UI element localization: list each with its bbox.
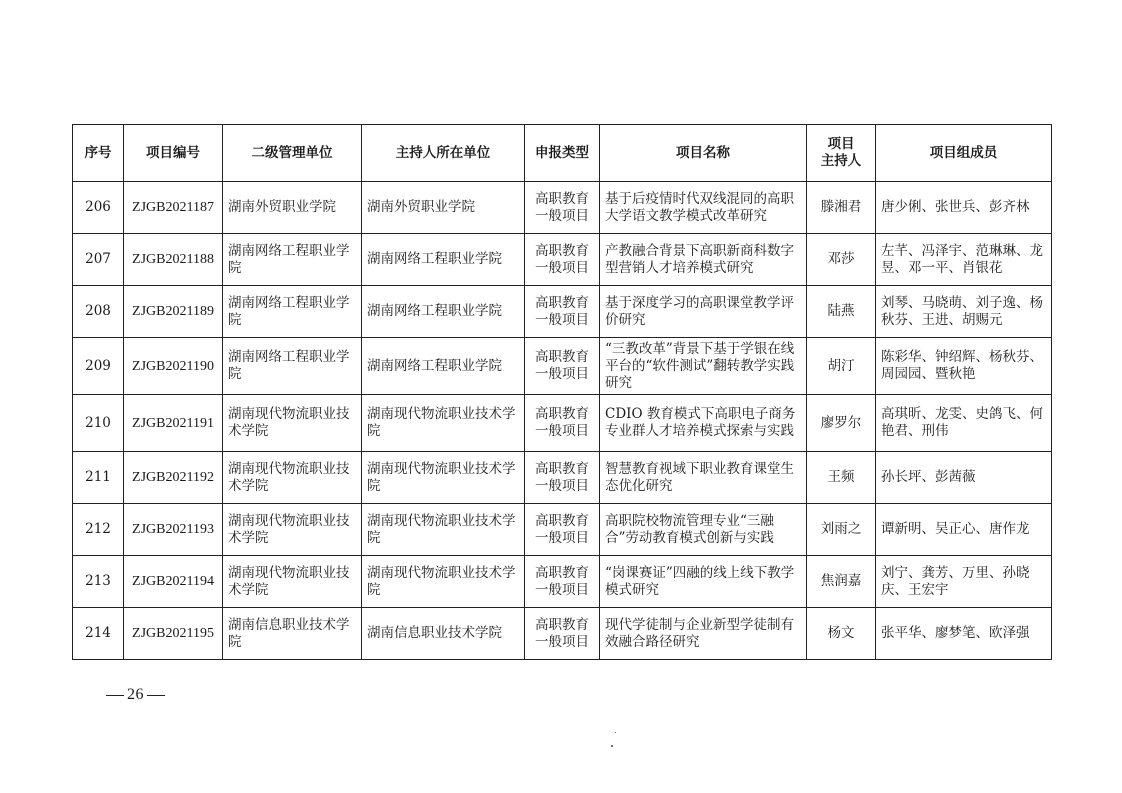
header-type: 申报类型 xyxy=(525,125,600,182)
cell-name: 产教融合背景下高职新商科数字型营销人才培养模式研究 xyxy=(600,234,807,286)
cell-code: ZJGB2021190 xyxy=(124,338,223,395)
cell-leader: 焦润嘉 xyxy=(807,556,876,608)
cell-host-unit: 湖南网络工程职业学院 xyxy=(362,286,525,338)
cell-unit: 湖南现代物流职业技术学院 xyxy=(223,452,362,504)
cell-members: 刘琴、马晓萌、刘子逸、杨秋芬、王进、胡赐元 xyxy=(876,286,1052,338)
cell-leader: 刘雨之 xyxy=(807,504,876,556)
cell-unit: 湖南网络工程职业学院 xyxy=(223,234,362,286)
header-code: 项目编号 xyxy=(124,125,223,182)
cell-members: 孙长坪、彭茜薇 xyxy=(876,452,1052,504)
cell-code: ZJGB2021195 xyxy=(124,608,223,660)
cell-host-unit: 湖南现代物流职业技术学院 xyxy=(362,504,525,556)
page-number-dash-right xyxy=(147,695,165,696)
header-leader xyxy=(807,125,876,182)
table-row xyxy=(73,504,1052,556)
cell-members: 高琪昕、龙雯、史鸽飞、何艳君、刑伟 xyxy=(876,395,1052,452)
cell-type: 高职教育一般项目 xyxy=(525,338,600,395)
header-leader-line1: 项目 xyxy=(827,136,855,152)
cell-members: 唐少俐、张世兵、彭齐林 xyxy=(876,182,1052,234)
cell-seq: 213 xyxy=(73,556,124,608)
cell-type: 高职教育一般项目 xyxy=(525,395,600,452)
header-leader-line2: 主持人 xyxy=(820,153,862,169)
cell-members: 左芊、冯泽宇、范琳琳、龙昱、邓一平、肖银花 xyxy=(876,234,1052,286)
cell-seq: 214 xyxy=(73,608,124,660)
header-name: 项目名称 xyxy=(600,125,807,182)
header-seq: 序号 xyxy=(73,125,124,182)
table-row xyxy=(73,556,1052,608)
cell-name: “三教改革”背景下基于学银在线平台的“软件测试”翻转教学实践研究 xyxy=(600,338,807,395)
cell-unit: 湖南信息职业技术学院 xyxy=(223,608,362,660)
cell-name: CDIO 教育模式下高职电子商务专业群人才培养模式探索与实践 xyxy=(600,395,807,452)
cell-leader: 杨文 xyxy=(807,608,876,660)
cell-seq: 208 xyxy=(73,286,124,338)
cell-name: 基于后疫情时代双线混同的高职大学语文教学模式改革研究 xyxy=(600,182,807,234)
cell-leader: 王频 xyxy=(807,452,876,504)
cell-name: “岗课赛证”四融的线上线下教学模式研究 xyxy=(600,556,807,608)
scan-speck xyxy=(615,732,616,733)
page-number-value: 26 xyxy=(127,686,144,703)
cell-host-unit: 湖南现代物流职业技术学院 xyxy=(362,452,525,504)
table-row xyxy=(73,452,1052,504)
cell-seq: 211 xyxy=(73,452,124,504)
table-row xyxy=(73,338,1052,395)
cell-type: 高职教育一般项目 xyxy=(525,504,600,556)
table-row xyxy=(73,286,1052,338)
cell-leader: 滕湘君 xyxy=(807,182,876,234)
cell-host-unit: 湖南现代物流职业技术学院 xyxy=(362,556,525,608)
cell-host-unit: 湖南网络工程职业学院 xyxy=(362,338,525,395)
cell-code: ZJGB2021192 xyxy=(124,452,223,504)
cell-members: 陈彩华、钟绍辉、杨秋芬、周园园、暨秋艳 xyxy=(876,338,1052,395)
header-members: 项目组成员 xyxy=(876,125,1052,182)
cell-seq: 206 xyxy=(73,182,124,234)
page-number-dash-left xyxy=(106,695,124,696)
cell-seq: 210 xyxy=(73,395,124,452)
cell-leader: 陆燕 xyxy=(807,286,876,338)
cell-code: ZJGB2021188 xyxy=(124,234,223,286)
cell-unit: 湖南网络工程职业学院 xyxy=(223,286,362,338)
cell-unit: 湖南外贸职业学院 xyxy=(223,182,362,234)
table-row xyxy=(73,395,1052,452)
cell-host-unit: 湖南外贸职业学院 xyxy=(362,182,525,234)
cell-leader: 廖罗尔 xyxy=(807,395,876,452)
cell-type: 高职教育一般项目 xyxy=(525,556,600,608)
cell-host-unit: 湖南信息职业技术学院 xyxy=(362,608,525,660)
cell-code: ZJGB2021187 xyxy=(124,182,223,234)
cell-members: 刘宁、龚芳、万里、孙晓庆、王宏宇 xyxy=(876,556,1052,608)
cell-type: 高职教育一般项目 xyxy=(525,286,600,338)
cell-members: 张平华、廖梦笔、欧泽强 xyxy=(876,608,1052,660)
cell-unit: 湖南现代物流职业技术学院 xyxy=(223,504,362,556)
cell-name: 智慧教育视域下职业教育课堂生态优化研究 xyxy=(600,452,807,504)
cell-name: 高职院校物流管理专业“三融合”劳动教育模式创新与实践 xyxy=(600,504,807,556)
cell-type: 高职教育一般项目 xyxy=(525,452,600,504)
header-host-unit: 主持人所在单位 xyxy=(362,125,525,182)
table-row xyxy=(73,182,1052,234)
cell-name: 现代学徒制与企业新型学徒制有效融合路径研究 xyxy=(600,608,807,660)
scan-speck xyxy=(611,745,613,747)
cell-code: ZJGB2021189 xyxy=(124,286,223,338)
cell-type: 高职教育一般项目 xyxy=(525,234,600,286)
cell-code: ZJGB2021191 xyxy=(124,395,223,452)
cell-code: ZJGB2021194 xyxy=(124,556,223,608)
cell-seq: 209 xyxy=(73,338,124,395)
cell-members: 谭新明、吴正心、唐作龙 xyxy=(876,504,1052,556)
cell-seq: 207 xyxy=(73,234,124,286)
cell-leader: 胡汀 xyxy=(807,338,876,395)
cell-unit: 湖南现代物流职业技术学院 xyxy=(223,395,362,452)
cell-seq: 212 xyxy=(73,504,124,556)
project-table xyxy=(72,124,1052,660)
table-row xyxy=(73,608,1052,660)
cell-unit: 湖南网络工程职业学院 xyxy=(223,338,362,395)
cell-type: 高职教育一般项目 xyxy=(525,182,600,234)
table-header-row xyxy=(73,125,1052,182)
cell-host-unit: 湖南现代物流职业技术学院 xyxy=(362,395,525,452)
cell-code: ZJGB2021193 xyxy=(124,504,223,556)
header-unit: 二级管理单位 xyxy=(223,125,362,182)
cell-host-unit: 湖南网络工程职业学院 xyxy=(362,234,525,286)
page-number xyxy=(103,686,168,704)
cell-unit: 湖南现代物流职业技术学院 xyxy=(223,556,362,608)
cell-leader: 邓莎 xyxy=(807,234,876,286)
cell-type: 高职教育一般项目 xyxy=(525,608,600,660)
table-row xyxy=(73,234,1052,286)
cell-name: 基于深度学习的高职课堂教学评价研究 xyxy=(600,286,807,338)
